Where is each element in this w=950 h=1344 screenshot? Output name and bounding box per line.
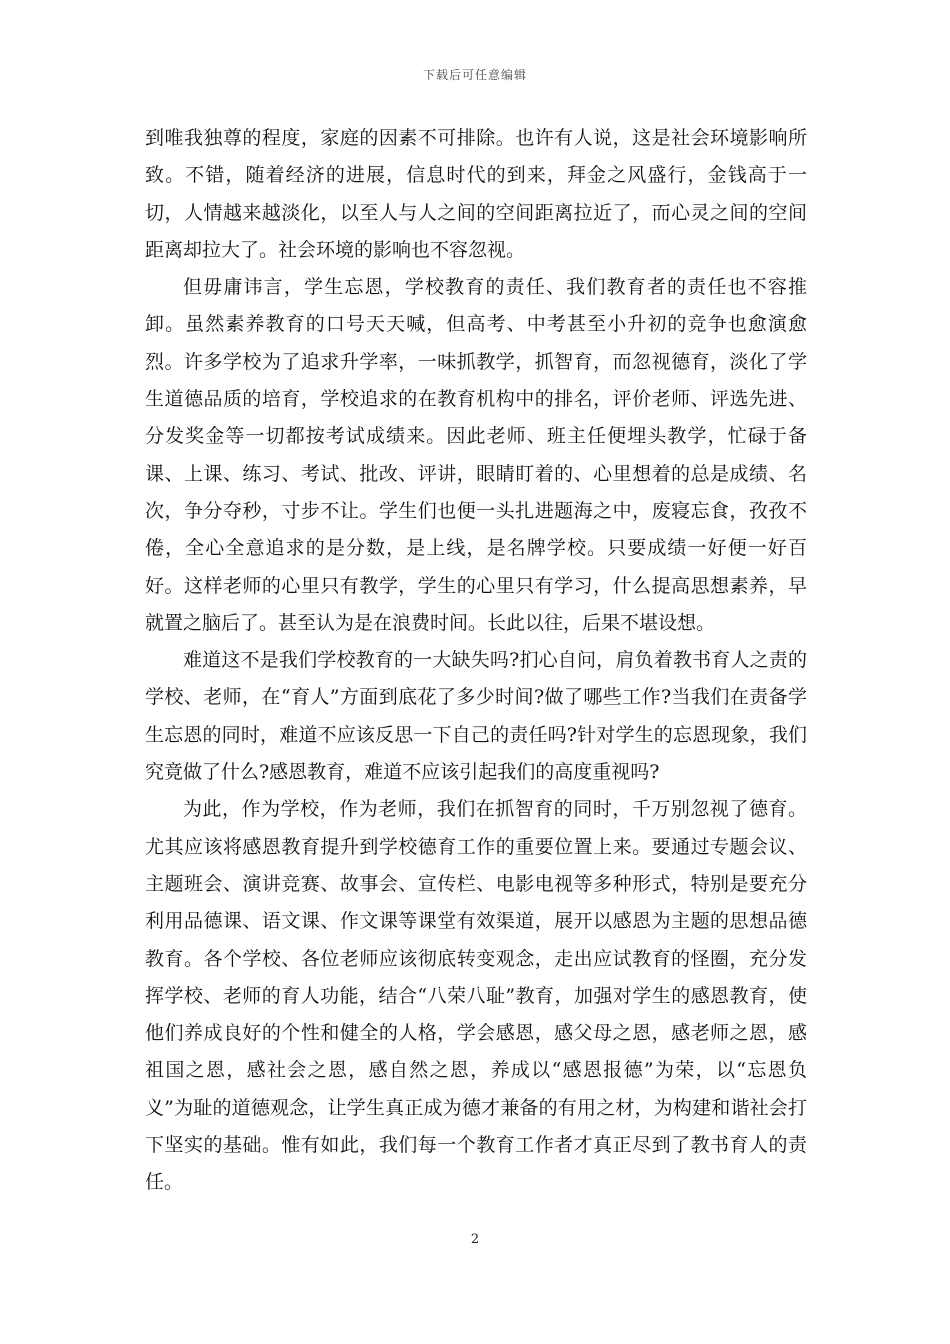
paragraph-3: 难道这不是我们学校教育的一大缺失吗?扪心自问，肩负着教书育人之责的学校、老师，在“育人”方面到底花了多少时间?做了哪些工作?当我们在责备学生忘恩的同时，难道不应该反思一下自己的责任吗?针对学生的忘恩现象，我们究竟做了什么?感恩教育，难道不应该引起我们的高度重视吗? xyxy=(145,649,807,784)
paragraph-1: 到唯我独尊的程度，家庭的因素不可排除。也许有人说，这是社会环境影响所致。不错，随着经济的进展，信息时代的到来，拜金之风盛行，金钱高于一切，人情越来越淡化，以至人与人之间的空间距离拉近了，而心灵之间的空间距离却拉大了。社会环境的影响也不容忽视。 xyxy=(145,127,807,261)
page-number: 2 xyxy=(470,1232,480,1247)
paragraph-2: 但毋庸讳言，学生忘恩，学校教育的责任、我们教育者的责任也不容推卸。虽然素养教育的口号天天喊，但高考、中考甚至小升初的竞争也愈演愈烈。许多学校为了追求升学率，一味抓教学，抓智育，而忽视德育，淡化了学生道德品质的培育，学校追求的在教育机构中的排名，评价老师、评选先进、分发奖金等一切都按考试成绩来。因此老师、班主任便埋头教学，忙碌于备课、上课、练习、考试、批改、评讲，眼睛盯着的、心里想着的总是成绩、名次，争分夺秒，寸步不让。学生们也便一头扎进题海之中，废寝忘食，孜孜不倦，全心全意追求的是分数，是上线，是名牌学校。只要成绩一好便一好百好。这样老师的心里只有教学，学生的心里只有学习，什么提高思想素养，早就置之脑后了。甚至认为是在浪费时间。长此以往，后果不堪设想。 xyxy=(145,276,807,634)
document-body xyxy=(145,120,807,1202)
paragraph-4: 为此，作为学校，作为老师，我们在抓智育的同时，千万别忽视了德育。尤其应该将感恩教育提升到学校德育工作的重要位置上来。要通过专题会议、主题班会、演讲竞赛、故事会、宣传栏、电影电视等多种形式，特别是要充分利用品德课、语文课、作文课等课堂有效渠道，展开以感恩为主题的思想品德教育。各个学校、各位老师应该彻底转变观念，走出应试教育的怪圈，充分发挥学校、老师的育人功能，结合“八荣八耻”教育，加强对学生的感恩教育，使他们养成良好的个性和健全的人格，学会感恩，感父母之恩，感老师之恩，感祖国之恩，感社会之恩，感自然之恩，养成以“感恩报德”为荣，以“忘恩负义”为耻的道德观念，让学生真正成为德才兼备的有用之材，为构建和谐社会打下坚实的基础。惟有如此，我们每一个教育工作者才真正尽到了教书育人的责任。 xyxy=(145,798,807,1194)
page-header: 下载后可任意编辑 xyxy=(422,68,527,82)
